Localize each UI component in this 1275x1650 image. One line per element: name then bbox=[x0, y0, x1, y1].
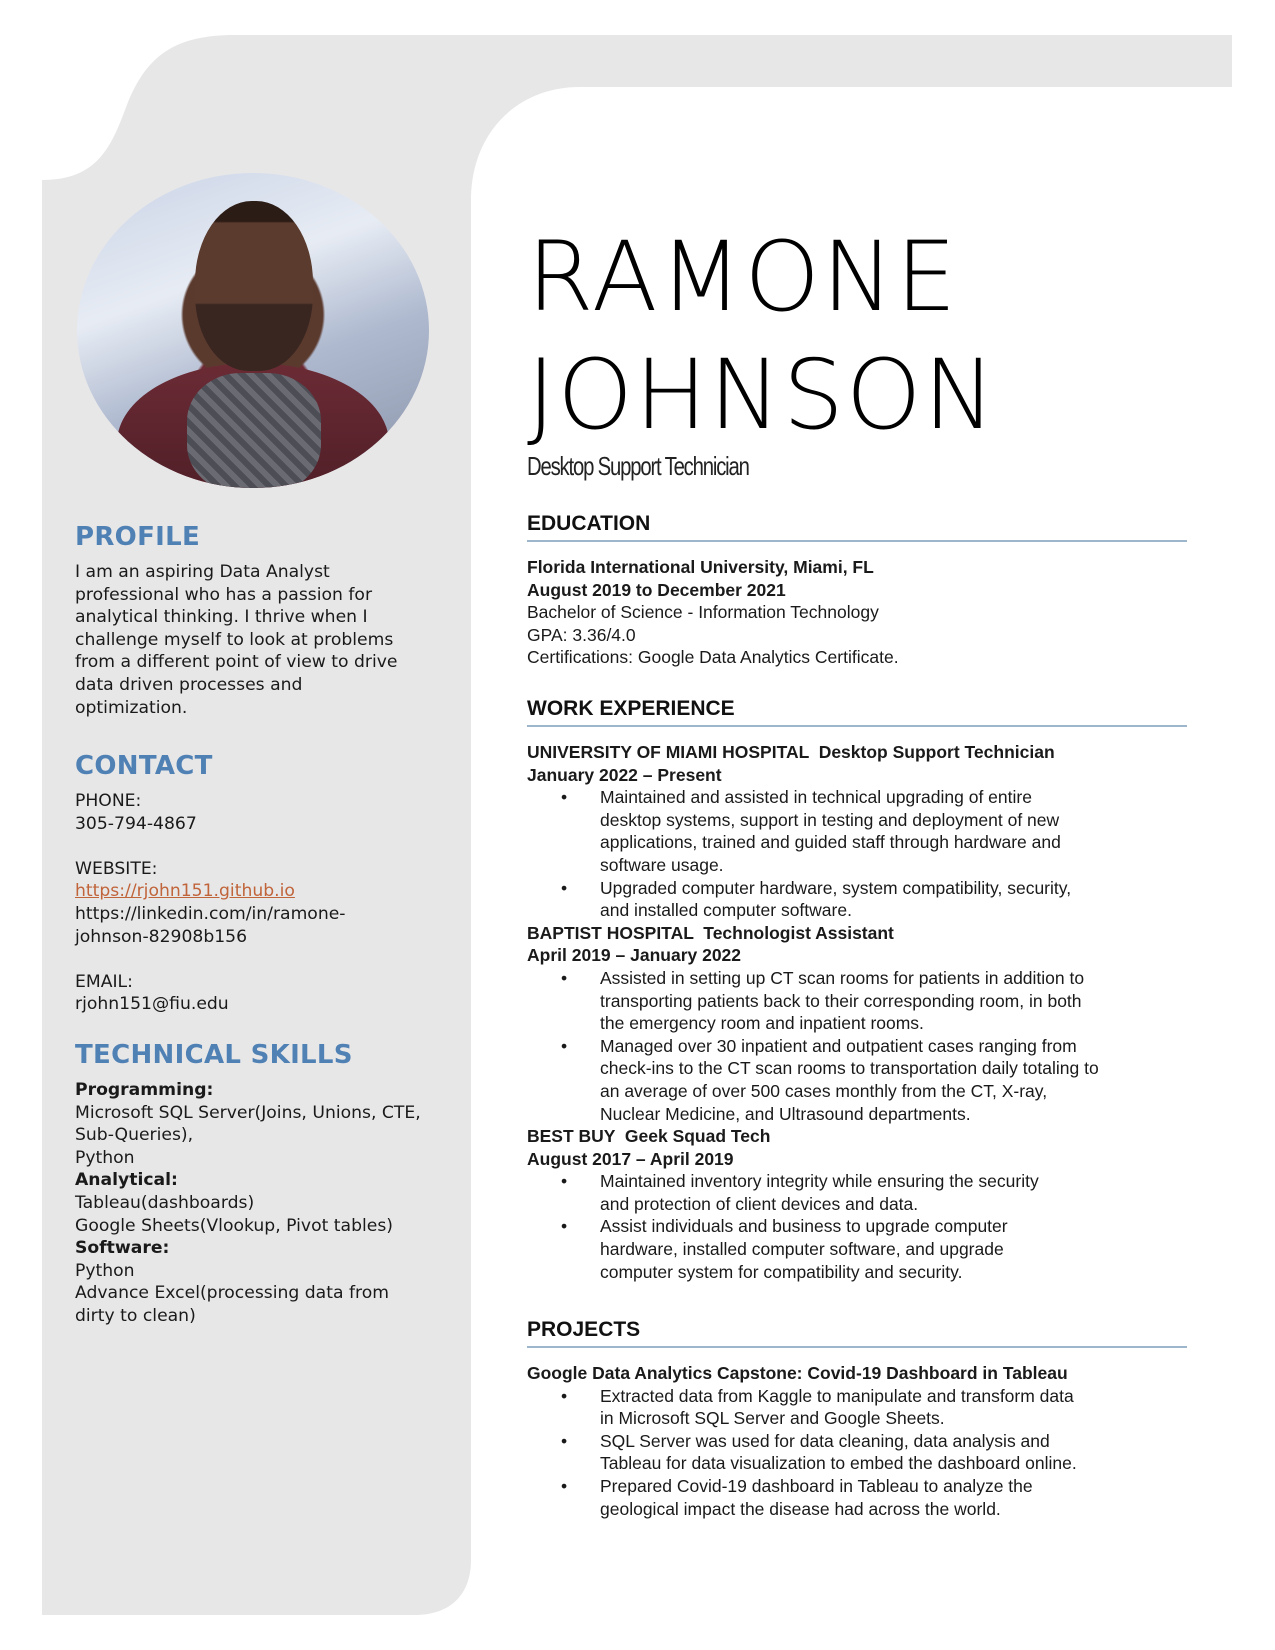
contact-heading: CONTACT bbox=[75, 751, 213, 781]
education-section bbox=[527, 512, 1187, 669]
school-name: Florida International University, Miami, FL bbox=[527, 557, 874, 577]
profile-line: from a different point of view to drive bbox=[75, 652, 398, 673]
job-entry bbox=[527, 1125, 1187, 1283]
linkedin-url-line1[interactable]: https://linkedin.com/in/ramone- bbox=[75, 903, 346, 924]
profile-line: challenge myself to look at problems bbox=[75, 629, 394, 650]
education-dates: August 2019 to December 2021 bbox=[527, 579, 786, 600]
job-bullet: • Upgraded computer hardware, system compatibility, security, and installed computer software. bbox=[600, 877, 1187, 922]
profile-section bbox=[75, 522, 430, 719]
skill-item: dirty to clean) bbox=[75, 1305, 196, 1326]
last-name: JOHNSON bbox=[527, 339, 998, 451]
job-title: Desktop Support Technician bbox=[527, 451, 749, 481]
project-bullet: • Prepared Covid-19 dashboard in Tableau to analyze the geological impact the disease had across the world. bbox=[600, 1475, 1187, 1520]
degree: Bachelor of Science - Information Technology bbox=[527, 602, 879, 623]
skill-item: Microsoft SQL Server(Joins, Unions, CTE, bbox=[75, 1102, 421, 1123]
profile-line: I am an aspiring Data Analyst bbox=[75, 562, 330, 582]
skill-item: Tableau(dashboards) bbox=[75, 1192, 255, 1213]
skill-item: Google Sheets(Vlookup, Pivot tables) bbox=[75, 1215, 393, 1236]
work-experience-section bbox=[527, 697, 1187, 1283]
profile-heading: PROFILE bbox=[75, 522, 201, 552]
photo-face bbox=[195, 201, 313, 371]
job-bullet: • Maintained inventory integrity while ensuring the security and protection of client devices and data. bbox=[600, 1170, 1187, 1215]
project-bullet: • SQL Server was used for data cleaning, data analysis and Tableau for data visualization to embed the dashboard online. bbox=[600, 1430, 1187, 1475]
website-label: WEBSITE: bbox=[75, 858, 158, 879]
job-dates: January 2022 – Present bbox=[527, 764, 722, 785]
skill-item: Advance Excel(processing data from bbox=[75, 1283, 389, 1304]
photo-scarf bbox=[187, 373, 321, 488]
project-entry bbox=[527, 1362, 1187, 1520]
job-entry bbox=[527, 741, 1187, 922]
job-bullet: • Assisted in setting up CT scan rooms for patients in addition to transporting patients back to their corresponding room, in both the emergency room and inpatient rooms. bbox=[600, 967, 1187, 1035]
email-label: EMAIL: bbox=[75, 971, 133, 992]
education-heading: EDUCATION bbox=[527, 512, 1187, 542]
certifications: Certifications: Google Data Analytics Certificate. bbox=[527, 647, 899, 668]
contact-section bbox=[75, 751, 430, 1016]
project-title: Google Data Analytics Capstone: Covid-19 Dashboard in Tableau bbox=[527, 1363, 1068, 1383]
skill-group-label: Analytical: bbox=[75, 1170, 178, 1191]
skill-item: Python bbox=[75, 1147, 135, 1168]
projects-heading: PROJECTS bbox=[527, 1318, 1187, 1348]
job-entry bbox=[527, 922, 1187, 1125]
email-address[interactable]: rjohn151@fiu.edu bbox=[75, 994, 229, 1015]
skill-item: Sub-Queries), bbox=[75, 1125, 194, 1146]
job-title-line: BEST BUY Geek Squad Tech bbox=[527, 1126, 771, 1147]
phone-number[interactable]: 305-794-4867 bbox=[75, 813, 197, 834]
project-bullet: • Extracted data from Kaggle to manipulate and transform data in Microsoft SQL Server and Google Sheets. bbox=[600, 1385, 1187, 1430]
job-bullet: • Managed over 30 inpatient and outpatient cases ranging from check-ins to the CT scan rooms to transportation daily totaling to an average of over 500 cases monthly from the CT, X-ray, Nuclear Medicine, and Ultrasound departments. bbox=[600, 1035, 1187, 1125]
phone-label: PHONE: bbox=[75, 791, 142, 811]
skill-group-label: Software: bbox=[75, 1238, 170, 1259]
job-title-line: UNIVERSITY OF MIAMI HOSPITAL Desktop Support Technician bbox=[527, 742, 1055, 762]
job-bullet: • Assist individuals and business to upgrade computer hardware, installed computer software, and upgrade computer system for compatibility and security. bbox=[600, 1215, 1187, 1283]
first-name: RAMONE bbox=[527, 221, 959, 333]
job-dates: August 2017 – April 2019 bbox=[527, 1148, 734, 1169]
job-dates: April 2019 – January 2022 bbox=[527, 945, 742, 966]
profile-photo bbox=[77, 173, 429, 488]
skill-item: Python bbox=[75, 1260, 135, 1281]
gpa: GPA: 3.36/4.0 bbox=[527, 624, 636, 645]
linkedin-url-line2[interactable]: johnson-82908b156 bbox=[75, 926, 248, 947]
profile-line: optimization. bbox=[75, 697, 188, 718]
job-bullet: • Maintained and assisted in technical upgrading of entire desktop systems, support in testing and deployment of new applications, trained and guided staff through hardware and software usage. bbox=[600, 786, 1187, 876]
candidate-name bbox=[527, 218, 997, 454]
technical-skills-section bbox=[75, 1040, 430, 1328]
profile-line: professional who has a passion for bbox=[75, 584, 373, 605]
work-heading: WORK EXPERIENCE bbox=[527, 697, 1187, 727]
skill-group-label: Programming: bbox=[75, 1080, 214, 1100]
skills-heading: TECHNICAL SKILLS bbox=[75, 1040, 353, 1070]
projects-section bbox=[527, 1318, 1187, 1520]
job-title-line: BAPTIST HOSPITAL Technologist Assistant bbox=[527, 922, 894, 943]
profile-line: data driven processes and bbox=[75, 674, 303, 695]
profile-line: analytical thinking. I thrive when I bbox=[75, 607, 368, 628]
website-link[interactable]: https://rjohn151.github.io bbox=[75, 881, 295, 902]
